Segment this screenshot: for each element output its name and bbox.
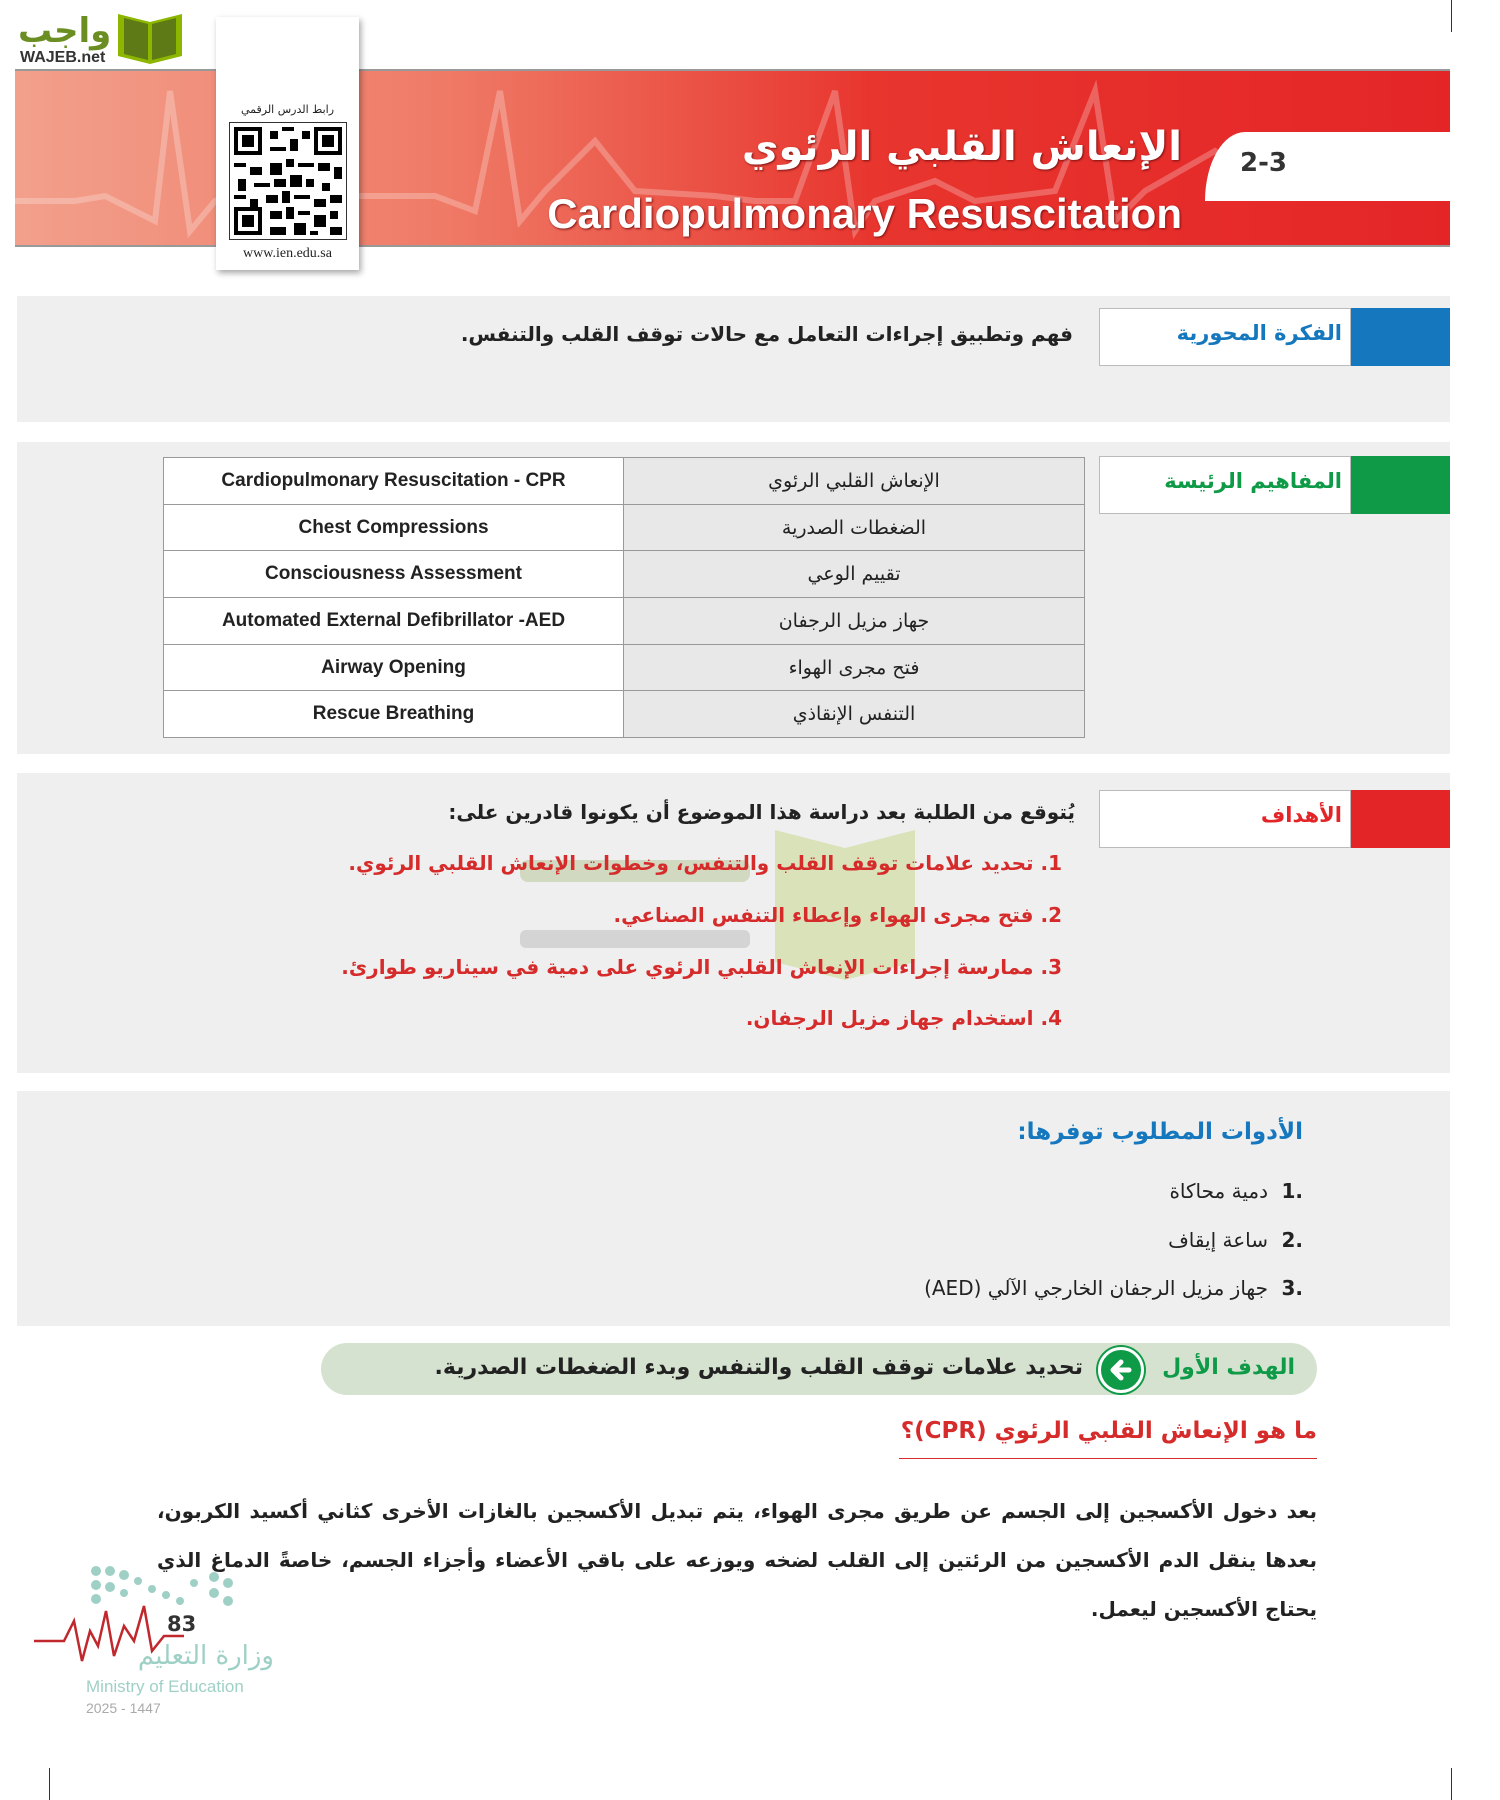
objective-item: 3. ممارسة إجراءات الإنعاش القلبي الرئوي على دمية في سيناريو طوارئ. — [341, 955, 1062, 979]
qr-code-icon[interactable] — [229, 122, 347, 240]
tool-item: دمية محاكاة — [1169, 1179, 1268, 1203]
table-row — [164, 551, 1085, 598]
tool-number: .3 — [1281, 1276, 1303, 1300]
main-idea-text: فهم وتطبيق إجراءات التعامل مع حالات توقف القلب والتنفس. — [460, 322, 1073, 346]
tool-number: .2 — [1281, 1228, 1303, 1252]
ministry-name-ar: وزارة التعليم — [137, 1641, 274, 1671]
tool-item: ساعة إيقاف — [1168, 1228, 1268, 1252]
first-goal-text: تحديد علامات توقف القلب والتنفس وبدء الضغطات الصدرية. — [434, 1355, 1083, 1380]
page-number: 83 — [167, 1612, 197, 1636]
crop-mark — [49, 1768, 50, 1800]
table-row — [164, 504, 1085, 551]
concept-ar: جهاز مزيل الرجفان — [624, 598, 1085, 645]
objective-item: 4. استخدام جهاز مزيل الرجفان. — [745, 1006, 1062, 1030]
section-paragraph: بعد دخول الأكسجين إلى الجسم عن طريق مجرى الهواء، يتم تبديل الأكسجين بالغازات الأخرى كثاني أكسيد الكربون، بعدها ينقل الدم الأكسجين من الرئتين إلى القلب لضخه ويوزعه على باقي الأعضاء وأجزاء الجسم، خاصةً الدماغ الذي يحتاج الأكسجين ليعمل. — [157, 1499, 1317, 1621]
objectives-color-bar — [1351, 790, 1450, 848]
title-arabic: الإنعاش القلبي الرئوي — [741, 124, 1182, 170]
main-idea-color-bar — [1351, 308, 1450, 366]
table-row — [164, 598, 1085, 645]
table-row — [164, 644, 1085, 691]
concept-ar: التنفس الإنقاذي — [624, 691, 1085, 738]
concept-en: Automated External Defibrillator -AED — [164, 598, 624, 645]
tool-number: .1 — [1281, 1179, 1303, 1203]
main-idea-label: الفكرة المحورية — [1099, 308, 1351, 366]
edition-year: 2025 - 1447 — [86, 1700, 161, 1716]
title-english: Cardiopulmonary Resuscitation — [547, 190, 1182, 237]
concept-ar: تقييم الوعي — [624, 551, 1085, 598]
qr-caption: رابط الدرس الرقمي — [240, 103, 335, 116]
concept-en: Cardiopulmonary Resuscitation - CPR — [164, 458, 624, 505]
heading-underline — [899, 1458, 1317, 1459]
concept-en: Rescue Breathing — [164, 691, 624, 738]
objectives-label: الأهداف — [1099, 790, 1351, 848]
qr-card[interactable] — [216, 17, 359, 270]
first-goal-label: الهدف الأول — [1162, 1355, 1295, 1380]
ministry-name-en: Ministry of Education — [86, 1677, 244, 1696]
objective-item: 1. تحديد علامات توقف القلب والتنفس، وخطوات الإنعاش القلبي الرئوي. — [348, 851, 1062, 875]
key-concepts-label: المفاهيم الرئيسة — [1099, 456, 1351, 514]
section-heading: ما هو الإنعاش القلبي الرئوي (CPR)؟ — [900, 1418, 1317, 1444]
wajeb-logo — [10, 4, 195, 70]
qr-url[interactable]: www.ien.edu.sa — [243, 246, 332, 261]
tools-title: الأدوات المطلوب توفرها: — [1017, 1119, 1303, 1145]
crop-mark — [1451, 1768, 1452, 1800]
concept-en: Chest Compressions — [164, 504, 624, 551]
lesson-number: 2-3 — [1240, 148, 1287, 178]
concept-en: Airway Opening — [164, 644, 624, 691]
concept-ar: فتح مجرى الهواء — [624, 644, 1085, 691]
svg-text:WAJEB.net: WAJEB.net — [20, 49, 106, 66]
svg-text:واجب: واجب — [18, 11, 112, 51]
table-row — [164, 691, 1085, 738]
objective-item: 2. فتح مجرى الهواء وإعطاء التنفس الصناعي. — [613, 903, 1062, 927]
arrow-left-icon — [1098, 1347, 1144, 1393]
table-row — [164, 458, 1085, 505]
key-concepts-table — [163, 457, 1085, 738]
objectives-intro: يُتوقع من الطلبة بعد دراسة هذا الموضوع أن يكونوا قادرين على: — [448, 800, 1075, 824]
concept-en: Consciousness Assessment — [164, 551, 624, 598]
tool-item: جهاز مزيل الرجفان الخارجي الآلي (AED) — [924, 1276, 1268, 1300]
crop-mark — [1451, 0, 1452, 32]
concept-ar: الضغطات الصدرية — [624, 504, 1085, 551]
concept-ar: الإنعاش القلبي الرئوي — [624, 458, 1085, 505]
ministry-logo — [34, 1561, 274, 1726]
key-concepts-color-bar — [1351, 456, 1450, 514]
